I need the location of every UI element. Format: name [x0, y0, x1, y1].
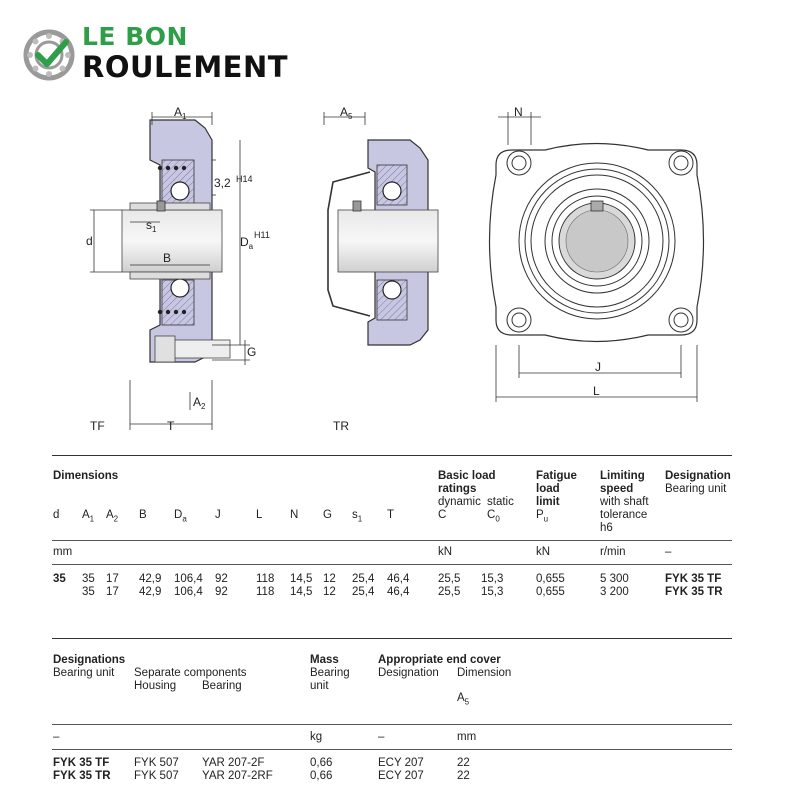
basic-load-title-1: Basic load [438, 470, 496, 482]
cell-l: 118 [256, 573, 275, 585]
dim-a1: $A_1$ [174, 105, 187, 121]
cell-n: 14,5 [290, 573, 313, 585]
cell-b: 42,9 [139, 586, 162, 598]
cell-designation: FYK 35 TF [665, 573, 722, 585]
cell-designation: FYK 35 TR [665, 586, 723, 598]
fatigue-title-3: limit [536, 496, 560, 508]
cell-dim: 22 [457, 757, 470, 769]
dim-d: d [86, 234, 93, 248]
unit-dash-2: – [378, 731, 385, 743]
designations-title: Designations [53, 654, 126, 666]
bearing-unit-label: Bearing unit [53, 667, 115, 679]
cell-g: 12 [323, 586, 336, 598]
end-cover-title: Appropriate end cover [378, 654, 501, 666]
cell-s1: 25,4 [352, 586, 375, 598]
front-view [490, 105, 704, 402]
cell-s1: 25,4 [352, 573, 375, 585]
housing-label: Housing [134, 680, 177, 692]
cell-a1: 35 [82, 586, 95, 598]
cell-dim: 22 [457, 770, 470, 782]
cell-speed: 3 200 [600, 586, 629, 598]
dim-a2: $A_2$ [193, 395, 206, 411]
separate-components-label: Separate components [134, 667, 247, 679]
col-s1: $s_1$ [352, 509, 363, 524]
dim-3-2: 3,2 [214, 176, 231, 190]
cell-a2: 17 [106, 573, 119, 585]
unit-dash-1: – [53, 731, 60, 743]
cell-da: 106,4 [174, 586, 203, 598]
bearing-check-icon [22, 28, 76, 82]
cell-g: 12 [323, 573, 336, 585]
cell-speed: 5 300 [600, 573, 629, 585]
designation-title: Designation [665, 470, 731, 482]
col-c0: $C_0$ [487, 509, 500, 524]
dynamic-label: dynamic [438, 496, 481, 508]
cell-j: 92 [215, 586, 228, 598]
unit-kn-fatigue: kN [536, 546, 551, 558]
limiting-sub-3: h6 [600, 522, 613, 534]
logo-line2: ROULEMENT [82, 50, 289, 84]
cell-da: 106,4 [174, 573, 203, 585]
col-pu: $P_u$ [536, 509, 549, 524]
col-a2: $A_2$ [106, 509, 119, 524]
cell-c0: 15,3 [481, 586, 504, 598]
cell-pu: 0,655 [536, 586, 565, 598]
mass-title: Mass [310, 654, 339, 666]
cell-t: 46,4 [387, 573, 410, 585]
end-cover-dimension: Dimension [457, 667, 512, 679]
cell-j: 92 [215, 573, 228, 585]
cell-a1: 35 [82, 573, 95, 585]
end-cover-a5: $A_5$ [457, 692, 470, 707]
fatigue-title-2: load [536, 483, 560, 495]
cell-cover: ECY 207 [378, 757, 424, 769]
tr-section-view [324, 105, 438, 433]
unit-mm: mm [457, 731, 477, 743]
mass-sub-2: unit [310, 680, 329, 692]
cell-c0: 15,3 [481, 573, 504, 585]
dim-t: T [167, 419, 175, 433]
limiting-sub-1: with shaft [600, 496, 649, 508]
unit-mm: mm [53, 546, 73, 558]
col-l: L [256, 509, 263, 521]
static-label: static [487, 496, 514, 508]
dim-h14: H14 [236, 174, 253, 184]
basic-load-title-2: ratings [438, 483, 477, 495]
cell-l: 118 [256, 586, 275, 598]
designation-sub: Bearing unit [665, 483, 727, 495]
bearing-label: Bearing [202, 680, 242, 692]
limiting-title-1: Limiting [600, 470, 645, 482]
unit-dash: – [665, 546, 672, 558]
col-j: J [215, 509, 221, 521]
cell-c: 25,5 [438, 586, 461, 598]
fatigue-title-1: Fatigue [536, 470, 577, 482]
cell-mass: 0,66 [310, 757, 333, 769]
dimensions-title: Dimensions [53, 470, 119, 482]
cell-pu: 0,655 [536, 573, 565, 585]
cell-a2: 17 [106, 586, 119, 598]
cell-housing: FYK 507 [134, 757, 179, 769]
cell-t: 46,4 [387, 586, 410, 598]
cell-bearing: YAR 207-2RF [202, 770, 273, 782]
logo-line1: LE BON [82, 22, 188, 51]
dim-b: B [163, 251, 172, 265]
cell-unit: FYK 35 TR [53, 770, 111, 782]
cell-bearing: YAR 207-2F [202, 757, 265, 769]
dim-j: J [595, 360, 601, 374]
col-n: N [290, 509, 299, 521]
dim-l: L [593, 384, 600, 398]
cell-b: 42,9 [139, 573, 162, 585]
col-da: $D_a$ [174, 509, 187, 524]
cell-mass: 0,66 [310, 770, 333, 782]
tf-section-view [86, 105, 270, 433]
dim-da: $D_a$ [240, 235, 254, 251]
col-d: d [53, 509, 60, 521]
col-b: B [139, 509, 147, 521]
cell-n: 14,5 [290, 586, 313, 598]
unit-kg: kg [310, 731, 323, 743]
col-a1: $A_1$ [82, 509, 95, 524]
cell-c: 25,5 [438, 573, 461, 585]
dim-s1: $s_1$ [146, 218, 157, 234]
cell-housing: FYK 507 [134, 770, 179, 782]
unit-rpm: r/min [600, 546, 626, 558]
mass-sub-1: Bearing [310, 667, 350, 679]
cell-cover: ECY 207 [378, 770, 424, 782]
limiting-title-2: speed [600, 483, 634, 495]
dim-h11: H11 [254, 230, 270, 240]
col-t: T [387, 509, 395, 521]
col-c: C [438, 509, 447, 521]
dim-n: N [514, 105, 523, 119]
end-cover-designation: Designation [378, 667, 439, 679]
view-label-tf: TF [90, 419, 105, 433]
technical-drawing [0, 95, 800, 440]
col-g: G [323, 509, 332, 521]
limiting-sub-2: tolerance [600, 509, 648, 521]
dim-a5: $A_5$ [340, 105, 353, 121]
cell-d: 35 [53, 573, 66, 585]
cell-unit: FYK 35 TF [53, 757, 110, 769]
unit-kn-load: kN [438, 546, 453, 558]
view-label-tr: TR [333, 419, 349, 433]
dim-g: G [247, 345, 257, 359]
